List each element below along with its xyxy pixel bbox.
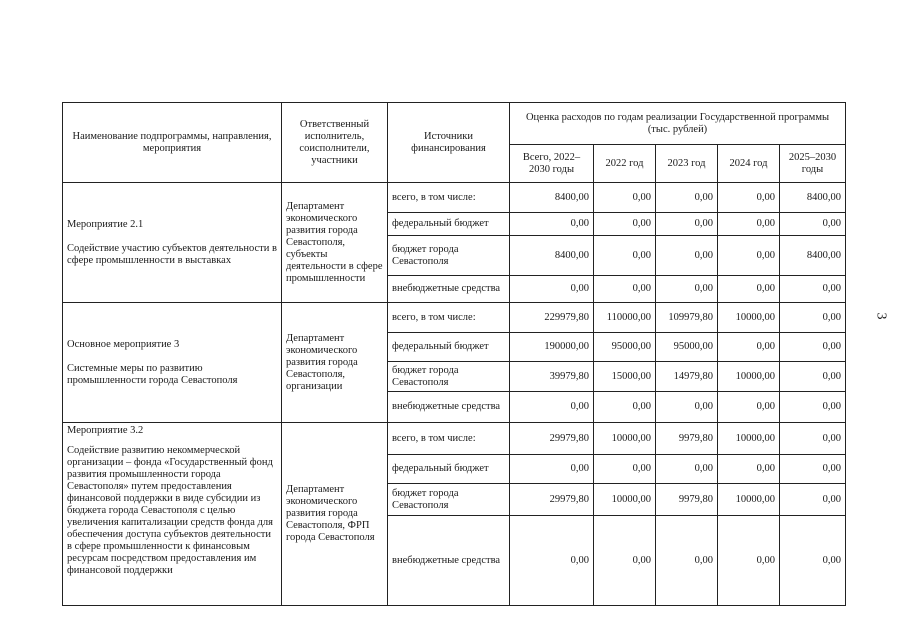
cell-2023: 0,00 xyxy=(656,183,718,213)
cell-2024: 0,00 xyxy=(718,213,780,236)
page-number: 3 xyxy=(873,312,889,320)
cell-total: 8400,00 xyxy=(510,183,594,213)
cell-2023: 0,00 xyxy=(656,455,718,484)
source-city: бюджет города Севастополя xyxy=(388,236,510,276)
cell-2025: 8400,00 xyxy=(780,236,846,276)
group-title: Основное мероприятие 3 xyxy=(67,338,180,350)
source-total: всего, в том числе: xyxy=(388,303,510,333)
source-total: всего, в том числе: xyxy=(388,183,510,213)
cell-2022: 10000,00 xyxy=(594,484,656,516)
source-federal: федеральный бюджет xyxy=(388,213,510,236)
cell-2024: 10000,00 xyxy=(718,423,780,455)
source-federal: федеральный бюджет xyxy=(388,333,510,362)
cell-2024: 0,00 xyxy=(718,455,780,484)
header-executor: Ответственный исполнитель, соисполнители, участники xyxy=(282,103,388,183)
cell-2025: 0,00 xyxy=(780,516,846,606)
header-row xyxy=(63,103,846,145)
source-city: бюджет города Севастополя xyxy=(388,484,510,516)
cell-2023: 95000,00 xyxy=(656,333,718,362)
cell-2025: 0,00 xyxy=(780,213,846,236)
header-total: Всего, 2022–2030 годы xyxy=(510,145,594,183)
cell-2022: 0,00 xyxy=(594,455,656,484)
header-2025: 2025–2030 годы xyxy=(780,145,846,183)
cell-total: 0,00 xyxy=(510,276,594,303)
source-city: бюджет города Севастополя xyxy=(388,362,510,392)
group-executor: Департамент экономического развития города Севастополя, организации xyxy=(282,303,388,423)
group-title: Мероприятие 3.2 xyxy=(67,425,144,436)
cell-2022: 10000,00 xyxy=(594,423,656,455)
source-extra: внебюджетные средства xyxy=(388,516,510,606)
cell-2022: 95000,00 xyxy=(594,333,656,362)
cell-2024: 0,00 xyxy=(718,333,780,362)
group-executor: Департамент экономического развития города Севастополя, субъекты деятельности в сфере промышленности xyxy=(282,183,388,303)
cell-total: 29979,80 xyxy=(510,484,594,516)
cell-total: 190000,00 xyxy=(510,333,594,362)
table-row xyxy=(63,423,846,455)
cell-total: 0,00 xyxy=(510,516,594,606)
table-row xyxy=(63,183,846,213)
expenses-table xyxy=(62,102,846,606)
cell-2024: 0,00 xyxy=(718,276,780,303)
cell-2024: 0,00 xyxy=(718,236,780,276)
header-estimate: Оценка расходов по годам реализации Государственной программы (тыс. рублей) xyxy=(510,103,846,145)
cell-2022: 0,00 xyxy=(594,276,656,303)
source-federal: федеральный бюджет xyxy=(388,455,510,484)
cell-2022: 0,00 xyxy=(594,213,656,236)
source-total: всего, в том числе: xyxy=(388,423,510,455)
source-extra: внебюджетные средства xyxy=(388,276,510,303)
cell-2025: 0,00 xyxy=(780,303,846,333)
group-executor: Департамент экономического развития города Севастополя, ФРП города Севастополя xyxy=(282,423,388,606)
cell-2023: 0,00 xyxy=(656,516,718,606)
source-extra: внебюджетные средства xyxy=(388,392,510,423)
group-title: Мероприятие 2.1 xyxy=(67,218,144,230)
cell-2025: 8400,00 xyxy=(780,183,846,213)
cell-2023: 14979,80 xyxy=(656,362,718,392)
cell-2023: 0,00 xyxy=(656,276,718,303)
cell-total: 0,00 xyxy=(510,213,594,236)
cell-2023: 0,00 xyxy=(656,236,718,276)
group-description: Содействие развитию некоммерческой организации – фонда «Государственный фонд развития промышленности города Севастополя» путем предоставления финансовой поддержки в виде субсидии из бюджета города Севастополя с целью увеличения капитализации средств фонда для обеспечения доступа субъектов деятельности в сфере промышленности к финансовым ресурсам посредством предоставления им финансовой поддержки xyxy=(67,445,273,576)
cell-2023: 0,00 xyxy=(656,213,718,236)
cell-2025: 0,00 xyxy=(780,276,846,303)
group-description: Системные меры по развитию промышленности города Севастополя xyxy=(67,362,238,386)
cell-2022: 0,00 xyxy=(594,392,656,423)
cell-2022: 15000,00 xyxy=(594,362,656,392)
cell-2022: 0,00 xyxy=(594,516,656,606)
cell-total: 8400,00 xyxy=(510,236,594,276)
cell-2023: 9979,80 xyxy=(656,484,718,516)
cell-2025: 0,00 xyxy=(780,455,846,484)
cell-2024: 10000,00 xyxy=(718,303,780,333)
header-2022: 2022 год xyxy=(594,145,656,183)
cell-2025: 0,00 xyxy=(780,362,846,392)
cell-2025: 0,00 xyxy=(780,484,846,516)
group-name-cell xyxy=(63,423,282,606)
cell-total: 0,00 xyxy=(510,455,594,484)
cell-2025: 0,00 xyxy=(780,333,846,362)
cell-2024: 10000,00 xyxy=(718,362,780,392)
header-source: Источники финансирования xyxy=(388,103,510,183)
group-name-cell xyxy=(63,303,282,423)
cell-2022: 110000,00 xyxy=(594,303,656,333)
cell-2024: 0,00 xyxy=(718,183,780,213)
cell-total: 0,00 xyxy=(510,392,594,423)
cell-total: 39979,80 xyxy=(510,362,594,392)
header-2023: 2023 год xyxy=(656,145,718,183)
group-name-cell xyxy=(63,183,282,303)
header-name: Наименование подпрограммы, направления, мероприятия xyxy=(63,103,282,183)
table-row xyxy=(63,303,846,333)
cell-2022: 0,00 xyxy=(594,236,656,276)
cell-2025: 0,00 xyxy=(780,423,846,455)
cell-2025: 0,00 xyxy=(780,392,846,423)
header-2024: 2024 год xyxy=(718,145,780,183)
cell-2023: 109979,80 xyxy=(656,303,718,333)
cell-total: 29979,80 xyxy=(510,423,594,455)
cell-2024: 0,00 xyxy=(718,516,780,606)
cell-2024: 0,00 xyxy=(718,392,780,423)
group-description: Содействие участию субъектов деятельности в сфере промышленности в выставках xyxy=(67,242,277,266)
cell-2023: 9979,80 xyxy=(656,423,718,455)
cell-2023: 0,00 xyxy=(656,392,718,423)
cell-2024: 10000,00 xyxy=(718,484,780,516)
cell-2022: 0,00 xyxy=(594,183,656,213)
cell-total: 229979,80 xyxy=(510,303,594,333)
